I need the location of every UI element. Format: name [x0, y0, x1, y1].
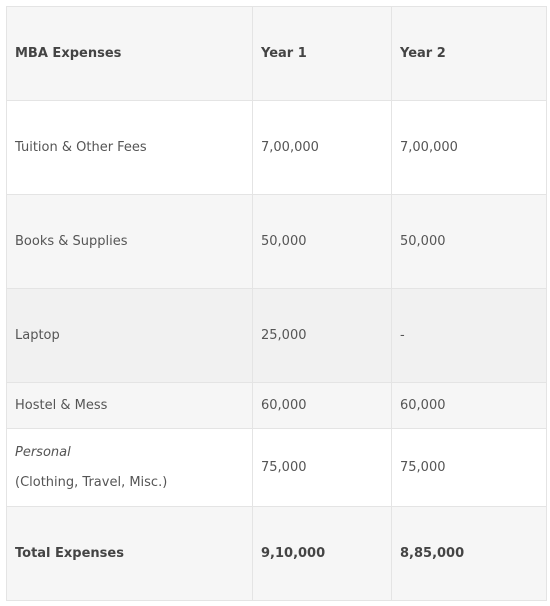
table-row-personal	[7, 429, 547, 507]
header-year-1: Year 1	[253, 7, 392, 101]
row-label: Tuition & Other Fees	[7, 101, 253, 195]
total-year-2-value: 8,85,000	[392, 507, 547, 601]
table-row-tuition	[7, 101, 547, 195]
row-label: Personal	[15, 444, 71, 460]
total-label: Total Expenses	[7, 507, 253, 601]
header-year-2: Year 2	[392, 7, 547, 101]
row-label-cell	[7, 429, 253, 507]
row-sublabel: (Clothing, Travel, Misc.)	[15, 474, 168, 490]
total-year-1-value: 9,10,000	[253, 507, 392, 601]
row-label: Hostel & Mess	[7, 383, 253, 429]
row-label: Books & Supplies	[7, 195, 253, 289]
row-year-1-value: 7,00,000	[253, 101, 392, 195]
row-year-1-value: 60,000	[253, 383, 392, 429]
row-year-2-value: 60,000	[392, 383, 547, 429]
row-year-1-value: 75,000	[253, 429, 392, 507]
mba-expenses-table	[6, 6, 547, 601]
header-expense-category: MBA Expenses	[7, 7, 253, 101]
table-row-laptop	[7, 289, 547, 383]
row-year-1-value: 25,000	[253, 289, 392, 383]
table-row-books	[7, 195, 547, 289]
row-year-2-value: 75,000	[392, 429, 547, 507]
table-total-row	[7, 507, 547, 601]
row-label: Laptop	[7, 289, 253, 383]
row-year-1-value: 50,000	[253, 195, 392, 289]
row-year-2-value: 7,00,000	[392, 101, 547, 195]
table-row-hostel	[7, 383, 547, 429]
row-year-2-value: -	[392, 289, 547, 383]
row-year-2-value: 50,000	[392, 195, 547, 289]
table-header-row	[7, 7, 547, 101]
